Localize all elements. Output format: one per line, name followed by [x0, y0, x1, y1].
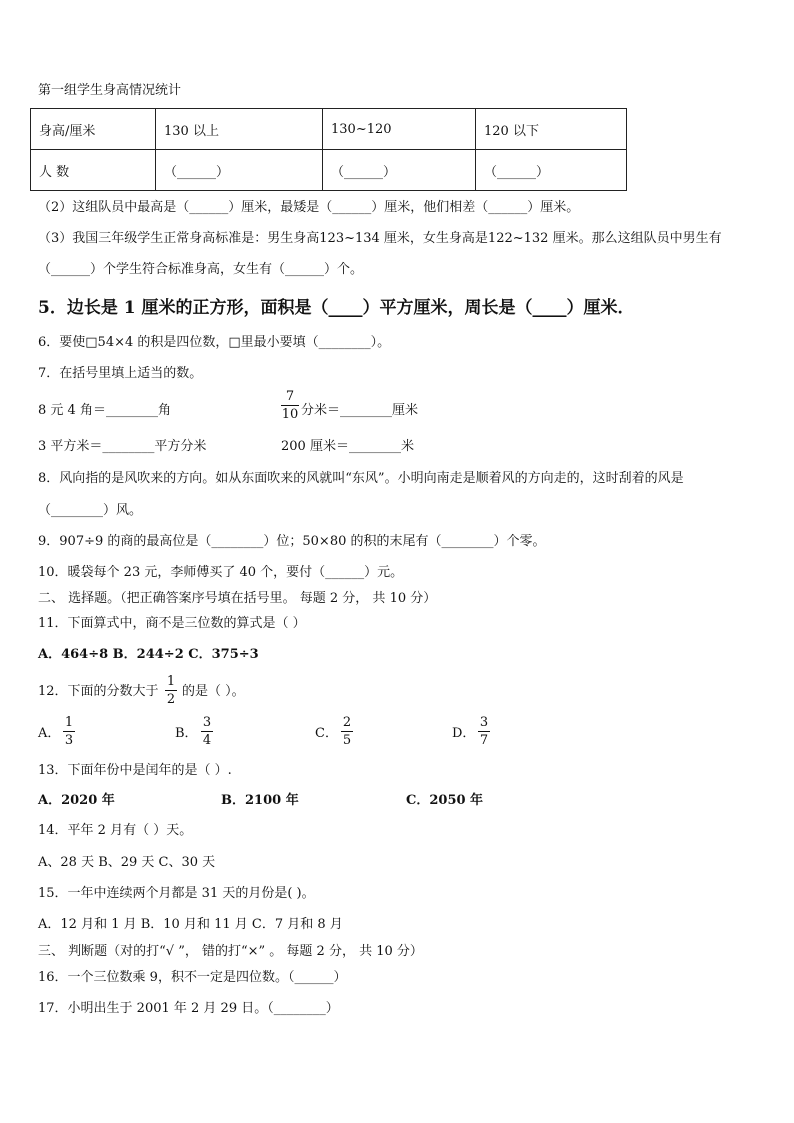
table-header-cell: 120 以下	[476, 109, 627, 150]
question-12-stem-a: 12．下面的分数大于	[38, 684, 159, 699]
fraction-numerator: 3	[479, 715, 489, 730]
option-label: C．	[315, 726, 338, 741]
question-4-3-line1: （3）我国三年级学生正常身高标准是：男生身高123~134 厘米，女生身高是122~132 厘米。那么这组队员中男生有	[38, 231, 722, 246]
table-header-cell: 身高/厘米	[31, 109, 156, 150]
question-11-stem: 11．下面算式中，商不是三位数的算式是（ ）	[38, 616, 306, 631]
question-11-options: A．464÷8 B．244÷2 C．375÷3	[38, 647, 259, 662]
fraction-bar	[341, 731, 353, 732]
fraction	[281, 389, 299, 422]
question-13-option-a: A．2020 年	[38, 793, 115, 808]
fraction	[63, 715, 75, 748]
table-cell: 人 数	[31, 150, 156, 191]
question-9: 9．907÷9 的商的最高位是（________）位；50×80 的积的末尾有（________）个零。	[38, 534, 546, 549]
fraction-bar	[201, 731, 213, 732]
question-8-line1: 8．风向指的是风吹来的方向。如从东面吹来的风就叫“东风”。小明向南走是顺着风的方向走的，这时刮着的风是	[38, 471, 684, 486]
question-15-options: A．12 月和 1 月 B．10 月和 11 月 C．7 月和 8 月	[38, 917, 343, 932]
fraction-denominator: 2	[166, 692, 176, 707]
option-label: A．	[38, 726, 61, 741]
question-5: 5．边长是 1 厘米的正方形，面积是（____）平方厘米，周长是（____）厘米．	[38, 298, 635, 318]
fraction-bar	[281, 405, 299, 406]
answer-blank[interactable]: （______）	[476, 150, 627, 191]
question-14-options: A、28 天 B、29 天 C、30 天	[38, 855, 216, 870]
question-8-line2: （________）风。	[38, 503, 143, 518]
section-3-heading: 三、 判断题（对的打“√ ”， 错的打“×” 。 每题 2 分， 共 10 分）	[38, 944, 423, 959]
fraction-denominator: 4	[202, 733, 212, 748]
question-13-option-c: C．2050 年	[406, 793, 484, 808]
question-10: 10．暖袋每个 23 元，李师傅买了 40 个，要付（______）元。	[38, 565, 404, 580]
question-17: 17．小明出生于 2001 年 2 月 29 日。（________）	[38, 1001, 339, 1016]
fraction	[165, 674, 177, 707]
question-15-stem: 15．一年中连续两个月都是 31 天的月份是( )。	[38, 886, 315, 901]
table-header-cell: 130 以上	[156, 109, 323, 150]
question-7-title: 7．在括号里填上适当的数。	[38, 366, 203, 381]
answer-blank[interactable]: （______）	[156, 150, 323, 191]
question-13-stem: 13．下面年份中是闰年的是（ ）.	[38, 763, 232, 778]
question-13-option-b: B．2100 年	[221, 793, 299, 808]
fraction-bar	[478, 731, 490, 732]
height-stats-table	[30, 108, 627, 191]
question-12-stem-b: 的是（ ）。	[182, 684, 245, 699]
section-2-heading: 二、 选择题。（把正确答案序号填在括号里。 每题 2 分， 共 10 分）	[38, 591, 437, 606]
question-14-stem: 14．平年 2 月有（ ）天。	[38, 823, 193, 838]
fraction-denominator: 10	[281, 407, 299, 422]
question-4-3-line2: （______）个学生符合标准身高，女生有（______）个。	[38, 262, 364, 277]
question-7-b: 分米＝________厘米	[301, 403, 419, 418]
question-6: 6．要使□54×4 的积是四位数，□里最小要填（________）。	[38, 335, 391, 350]
question-7-a: 8 元 4 角＝________角	[38, 403, 171, 418]
question-7-c: 3 平方米＝________平方分米	[38, 439, 207, 454]
fraction-numerator: 2	[342, 715, 352, 730]
question-16: 16．一个三位数乘 9，积不一定是四位数。（______）	[38, 970, 347, 985]
table-header-cell: 130~120	[323, 109, 476, 150]
fraction-denominator: 3	[64, 733, 74, 748]
fraction-numerator: 1	[64, 715, 74, 730]
answer-blank[interactable]: （______）	[323, 150, 476, 191]
question-4-2: （2）这组队员中最高是（______）厘米，最矮是（______）厘米，他们相差（______）厘米。	[38, 200, 580, 215]
table-caption: 第一组学生身高情况统计	[38, 83, 182, 98]
fraction-numerator: 1	[166, 674, 176, 689]
fraction-numerator: 3	[202, 715, 212, 730]
option-label: B．	[175, 726, 198, 741]
fraction-denominator: 7	[479, 733, 489, 748]
fraction-numerator: 7	[285, 389, 295, 404]
table-header-row	[31, 109, 627, 150]
fraction-bar	[63, 731, 75, 732]
question-7-d: 200 厘米＝________米	[281, 439, 414, 454]
fraction-bar	[165, 690, 177, 691]
option-label: D．	[452, 726, 476, 741]
fraction	[478, 715, 490, 748]
fraction	[201, 715, 213, 748]
fraction	[341, 715, 353, 748]
fraction-denominator: 5	[342, 733, 352, 748]
table-row	[31, 150, 627, 191]
